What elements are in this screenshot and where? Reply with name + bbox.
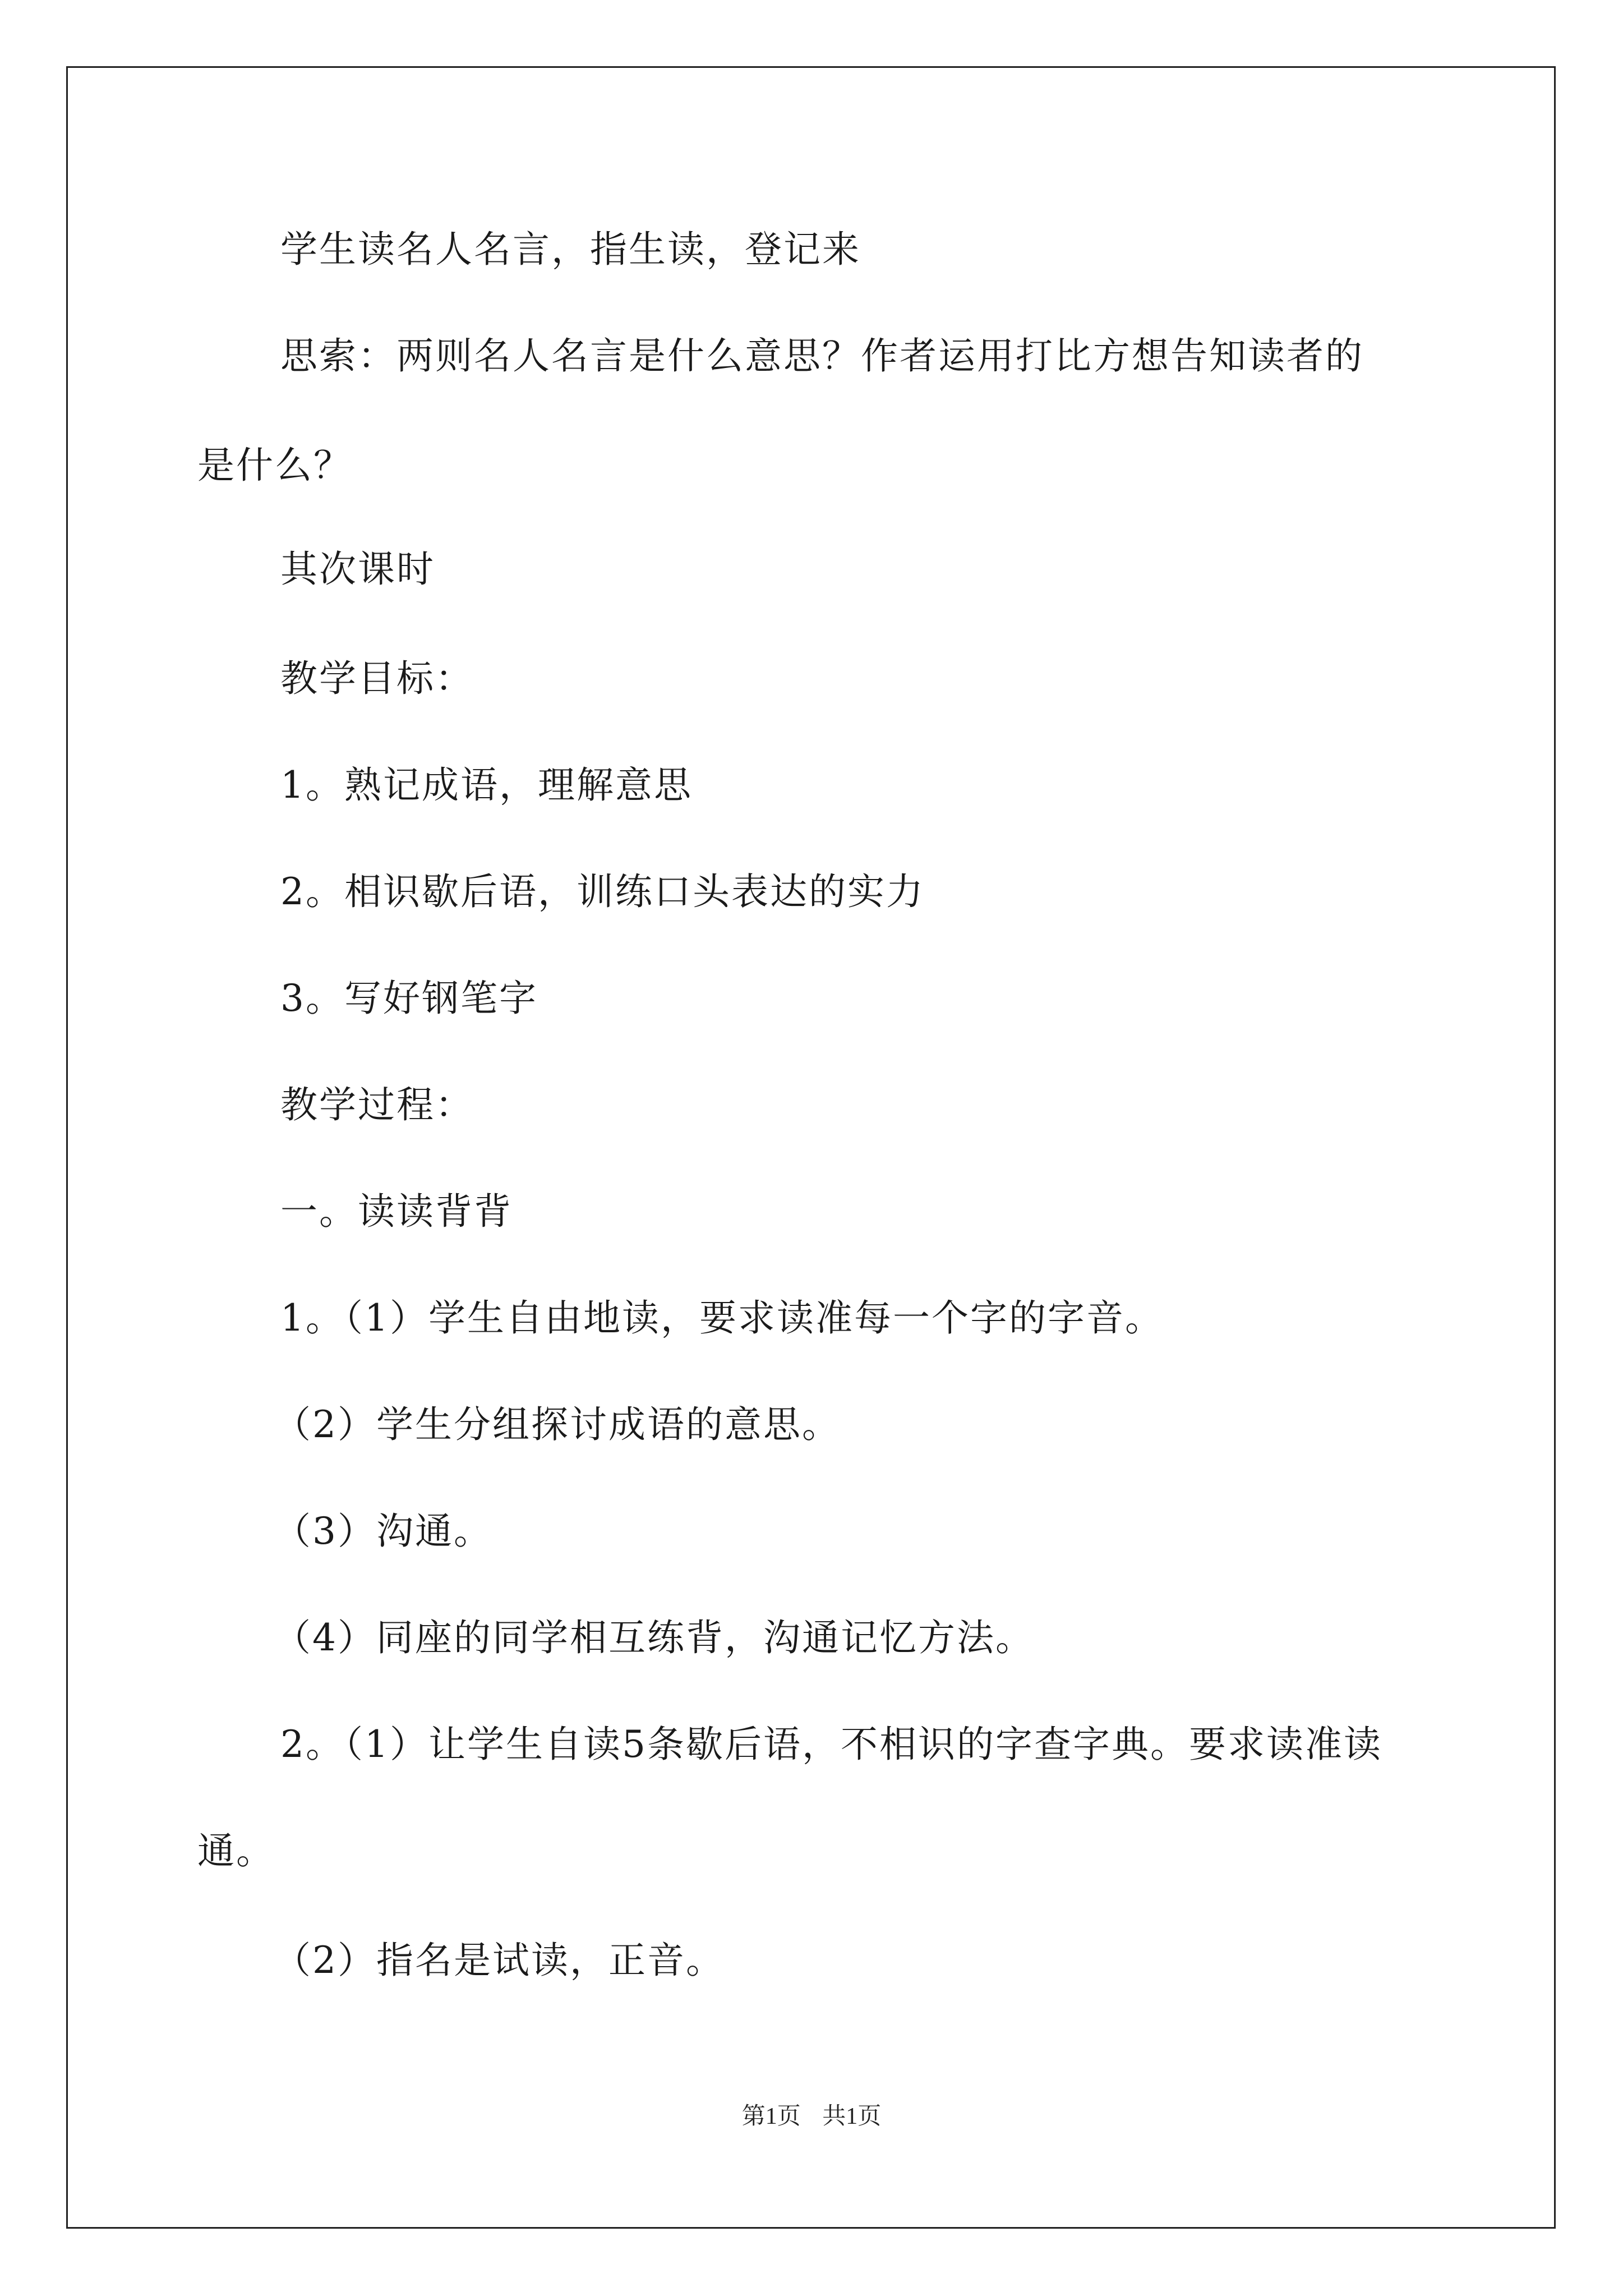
paragraph-line: 学生读名人名言，指生读，登记来 [280,228,861,271]
list-item: （2）指名是试读，正音。 [274,1939,725,1982]
paragraph-line: 思索：两则名人名言是什么意思？作者运用打比方想告知读者的 [280,334,1364,378]
list-item: （3）沟通。 [274,1510,492,1553]
list-item: 3。写好钢笔字 [280,977,538,1020]
paragraph-line: 教学目标： [280,657,474,700]
page-footer [0,2102,1623,2131]
section-heading: 其次课时 [280,547,435,591]
list-item: 1。熟记成语，理解意思 [280,763,693,807]
page-border [66,66,1556,2229]
page-total: 共1页 [822,2104,882,2129]
list-item: 2。相识歇后语，训练口头表达的实力 [280,870,925,913]
section-heading: 一。读读背背 [280,1190,513,1233]
list-item: （4）同座的同学相互练背，沟通记忆方法。 [274,1616,1034,1659]
list-item: （2）学生分组探讨成语的意思。 [274,1403,841,1446]
list-item: 1。（1）学生自由地读，要求读准每一个字的字音。 [280,1296,1164,1340]
paragraph-line: 教学过程： [280,1083,474,1126]
paragraph-line: 是什么？ [197,444,352,487]
list-item: 2。（1）让学生自读5条歇后语，不相识的字查字典。要求读准读 [280,1723,1382,1766]
paragraph-line: 通。 [197,1829,275,1872]
page-number: 第1页 [741,2104,801,2129]
